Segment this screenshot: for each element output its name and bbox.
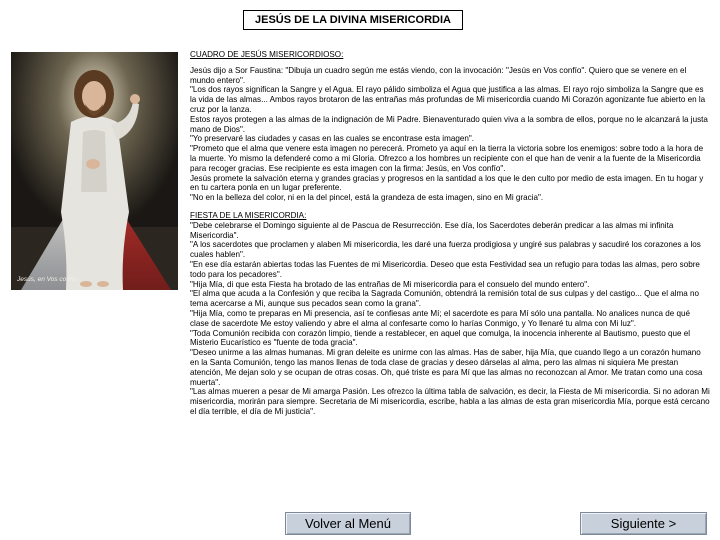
paragraph: Jesús dijo a Sor Faustina: "Dibuja un cuadro según me estás viendo, con la invocación: "Jesús en Vos confío". Quiero que se venere en el mundo entero". — [190, 65, 687, 85]
next-button[interactable]: Siguiente > — [580, 512, 707, 535]
paragraph: "No en la belleza del color, ni en la del pincel, está la grandeza de esta imagen, sino en Mi gracia". — [190, 193, 544, 203]
paragraph: "En ese día estarán abiertas todas las Fuentes de mi Misericordia. Deseo que esta Festividad sea un refugio para todas las almas, pero sobre todo para los pecadores". — [190, 259, 700, 279]
paragraph: "Toda Comunión recibida con corazón limpio, tiende a restablecer, en aquel que comulga, la inocencia inherente al Bautismo, puesto que el Misterio Eucarístico es "fuente de toda gracia". — [190, 328, 691, 348]
paragraph: "Hija Mía, como te preparas en Mi presencia, así te confiesas ante Mí; el sacerdote es para Mí sólo una pantalla. No analices nunca de qué clase de sacerdote Me estoy valiendo y abre el alma al confesarte como lo harías Conmigo, y Yo llenaré tu alma con Mi luz". — [190, 308, 691, 328]
divine-mercy-painting — [11, 52, 178, 290]
paragraph: "Prometo que el alma que venere esta imagen no perecerá. Prometo ya aquí en la tierra la victoria sobre los enemigos: sobre todo a la hora de la muerte. Yo mismo la defenderé como a mi Gloria. Ofrezco a los hombres un recipiente con el que han de venir a la fuente de la Misericordia para recoger gracias. Ese recipiente es esta imagen con la firma: Jesús, en Vos confío". — [190, 144, 704, 173]
paragraph: "Yo preservaré las ciudades y casas en las cuales se encontrase esta imagen". — [190, 134, 474, 144]
divine-mercy-image — [11, 52, 178, 290]
paragraph: Estos rayos protegen a las almas de la indignación de Mi Padre. Bienaventurado quien viva a la sombra de ellos, porque no le alcanzará la justa mano de Dios". — [190, 114, 708, 134]
paragraph: "Hija Mía, di que esta Fiesta ha brotado de las entrañas de Mi misericordia para el consuelo del mundo entero". — [190, 279, 590, 289]
section-heading-cuadro: CUADRO DE JESÚS MISERICORDIOSO: — [190, 50, 344, 59]
page-title: JESÚS DE LA DIVINA MISERICORDIA — [243, 10, 463, 30]
paragraph: "Los dos rayos significan la Sangre y el Agua. El rayo pálido simboliza el Agua que justifica a las almas. El rayo rojo simboliza la Sangre que es la vida de las almas... Ambos rayos brotaron de las entrañas más profundas de Mi misericordia cuando Mi Corazón agonizante fue abierto en la cruz por la lanza. — [190, 85, 706, 114]
paragraph: "Deseo unirme a las almas humanas. Mi gran deleite es unirme con las almas. Has de saber, hija Mía, que cuando llego a un corazón humano en la Santa Comunión, tengo las manos llenas de toda clase de gracias y deseo dárselas al alma, pero las almas ni siquiera Me prestan atención, Me dejan solo y se ocupan de otras cosas. Oh, qué triste es para Mí que las almas no reconozcan al Amor. Me tratan como una cosa muerta". — [190, 348, 703, 387]
paragraph: "Las almas mueren a pesar de Mi amarga Pasión. Les ofrezco la última tabla de salvación, es decir, la Fiesta de Mi misericordia. Si no adoran Mi misericordia, morirán para siempre. Secretaria de Mi misericordia, escribe, habla a las almas de esta gran misericordia Mía, porque está cercano el día terrible, el día de Mi justicia". — [190, 387, 710, 416]
paragraph: "Debe celebrarse el Domingo siguiente al de Pascua de Resurrección. Ese día, los Sacerdotes deberán predicar a las almas mi infinita Misericordia". — [190, 220, 674, 240]
paragraph: Jesús promete la salvación eterna y grandes gracias y progresos en la santidad a los que le den culto por medio de esta imagen. En tu hogar y en tu cartera ponla en un lugar preferente. — [190, 173, 704, 193]
section-heading-fiesta: FIESTA DE LA MISERICORDIA: — [190, 210, 307, 220]
back-to-menu-button[interactable]: Volver al Menú — [285, 512, 411, 535]
paragraph: "A los sacerdotes que proclamen y alaben Mi misericordia, les daré una fuerza prodigiosa y ungiré sus palabras y sacudiré los corazones a los cuales hablen". — [190, 240, 701, 260]
painting-caption: Jesús, en Vos confío — [17, 276, 78, 283]
content-area — [190, 50, 710, 417]
paragraph: "El alma que acuda a la Confesión y que reciba la Sagrada Comunión, obtendrá la remisión total de sus culpas y del castigo... Que el alma no tema acercarse a Mi, aunque sus pecados sean como la grana". — [190, 289, 700, 309]
